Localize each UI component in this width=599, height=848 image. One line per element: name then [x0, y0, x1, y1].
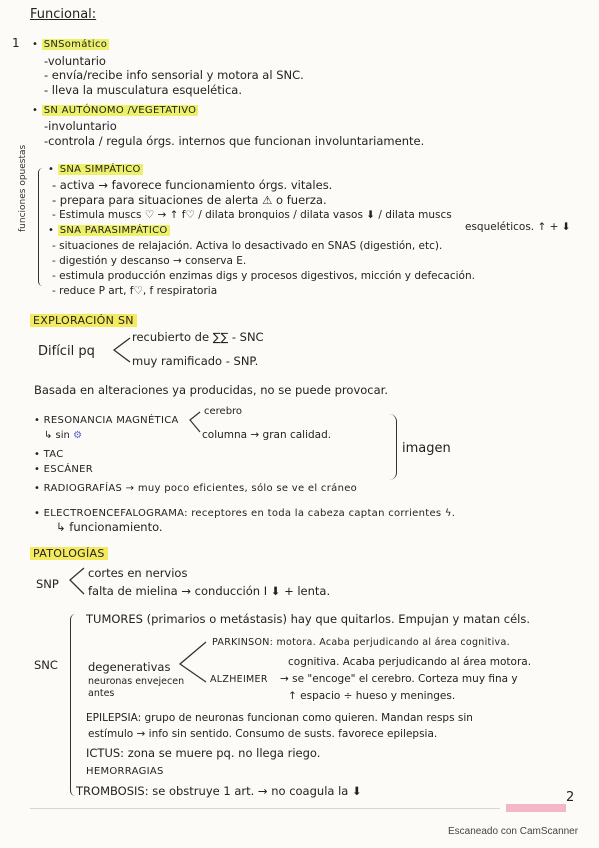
degenerativas-label: degenerativas	[88, 660, 171, 674]
rm-branch-2: columna → gran calidad.	[202, 429, 332, 441]
rm-note	[44, 429, 82, 443]
sns-somatico-heading-text: SNSomático	[43, 39, 108, 50]
alzheimer-line-3: ↑ espacio ÷ hueso y meninges.	[288, 690, 456, 702]
alzheimer-label: ALZHEIMER	[210, 674, 268, 685]
rm-branch-icon	[188, 410, 202, 436]
basada-line: Basada en alteraciones ya producidas, no se puede provocar.	[34, 383, 388, 397]
dificil-branch-1: recubierto de ∑∑ - SNC	[132, 330, 264, 344]
margin-mark: 1	[12, 36, 20, 50]
parkinson-line: PARKINSON: motora. Acaba perjudicando al área cognitiva.	[212, 637, 510, 648]
sna-line-2: -controla / regula órgs. internos que funcionan involuntariamente.	[44, 134, 425, 148]
side-note: funciones opuestas	[18, 144, 28, 232]
dificil-branch-2: muy ramificado - SNP.	[132, 354, 259, 368]
imagen-label: imagen	[402, 441, 451, 456]
simpatico-line-4: esqueléticos. ↑ + ⬇	[465, 221, 571, 233]
sna-line-1: -involuntario	[44, 119, 117, 133]
imagen-brace	[382, 414, 397, 480]
snc-brace	[70, 614, 81, 796]
trombosis-line: TROMBOSIS: se obstruye 1 art. → no coagula la ⬇	[76, 784, 362, 798]
sns-line-2: - envía/recibe info sensorial y motora al SNC.	[44, 68, 304, 82]
rm-label: • RESONANCIA MAGNÉTICA	[34, 415, 179, 426]
sns-line-1: -voluntario	[44, 54, 106, 68]
sn-autonomo-heading-text: SN AUTÓNOMO /VEGETATIVO	[43, 105, 197, 116]
sns-somatico-heading: • SNSomático	[32, 39, 108, 50]
exploracion-heading-text: EXPLORACIÓN SN	[30, 314, 137, 327]
snp-label: SNP	[36, 577, 59, 591]
simpatico-line-2: - prepara para situaciones de alerta ⚠ o fuerza.	[52, 193, 327, 207]
patologias-heading	[30, 547, 108, 561]
epilepsia-line-2: estímulo → info sin sentido. Consumo de susts. favorece epilepsia.	[88, 728, 438, 740]
parasimpatico-line-3: - estimula producción enzimas digs y procesos digestivos, micción y defecación.	[52, 270, 475, 282]
snc-label: SNC	[34, 658, 58, 672]
snp-branch-2: falta de mielina → conducción I ⬇ + lenta.	[88, 584, 331, 598]
epilepsia-line-1: EPILEPSIA: grupo de neuronas funcionan como quieren. Mandan resps sin	[86, 712, 473, 724]
parasimpatico-line-2: - digestión y descanso → conserva E.	[52, 255, 247, 267]
simpatico-line-3: - Estimula muscs ♡ → ↑ f♡ / dilata bronquios / dilata vasos ⬇ / dilata muscs	[52, 209, 452, 221]
alzheimer-line-2: → se "encoge" el cerebro. Corteza muy fina y	[280, 673, 518, 685]
tac-label: • TAC	[34, 449, 64, 460]
escaner-label: • ESCÁNER	[34, 464, 94, 475]
bottom-divider	[30, 808, 500, 809]
rm-note-text: ↳ sin	[44, 430, 70, 441]
exploracion-heading	[30, 314, 137, 328]
dificil-label: Difícil pq	[38, 344, 95, 359]
simpatico-line-1: - activa → favorece funcionamiento órgs. vitales.	[52, 178, 333, 192]
hemorragias-line: HEMORRAGIAS	[86, 766, 164, 777]
deg-note-2: antes	[88, 688, 115, 699]
deg-note-1: neuronas envejecen	[88, 676, 185, 687]
simpatico-heading-text: SNA SIMPÁTICO	[59, 164, 141, 175]
dificil-branch-icon	[112, 336, 132, 364]
eeg-sub: ↳ funcionamiento.	[56, 520, 163, 534]
sns-line-3: - lleva la musculatura esquelética.	[44, 83, 242, 97]
parasimpatico-line-1: - situaciones de relajación. Activa lo desactivado en SNAS (digestión, etc).	[52, 240, 443, 252]
snp-branch-icon	[68, 566, 86, 596]
rm-branch-1: cerebro	[204, 406, 243, 417]
parasimpatico-heading: • SNA PARASIMPÁTICO	[48, 225, 168, 236]
sn-autonomo-heading: • SN AUTÓNOMO /VEGETATIVO	[32, 105, 197, 116]
page-title: Funcional:	[30, 7, 97, 22]
tumores-line: TUMORES (primarios o metástasis) hay que quitarlos. Empujan y matan céls.	[86, 612, 530, 626]
pink-marker-strip	[506, 804, 566, 812]
side-brace	[38, 168, 47, 286]
metal-icon: ⚙	[73, 430, 83, 441]
patologias-heading-text: PATOLOGÍAS	[30, 547, 108, 560]
radiografias-line: • RADIOGRAFÍAS → muy poco eficientes, sólo se ve el cráneo	[34, 483, 358, 494]
parasimpatico-line-4: - reduce P art, f♡, f respiratoria	[52, 285, 218, 297]
eeg-line: • ELECTROENCEFALOGRAMA: receptores en toda la cabeza captan corrientes ϟ.	[34, 508, 456, 519]
scanner-footer: Escaneado con CamScanner	[448, 826, 579, 837]
simpatico-heading: • SNA SIMPÁTICO	[48, 164, 141, 175]
alzheimer-line-1: cognitiva. Acaba perjudicando al área motora.	[288, 656, 532, 668]
page-number: 2	[566, 790, 575, 805]
degenerativas-branch-icon	[178, 640, 208, 684]
ictus-line: ICTUS: zona se muere pq. no llega riego.	[86, 746, 321, 760]
parasimpatico-heading-text: SNA PARASIMPÁTICO	[59, 225, 168, 236]
snp-branch-1: cortes en nervios	[88, 566, 188, 580]
